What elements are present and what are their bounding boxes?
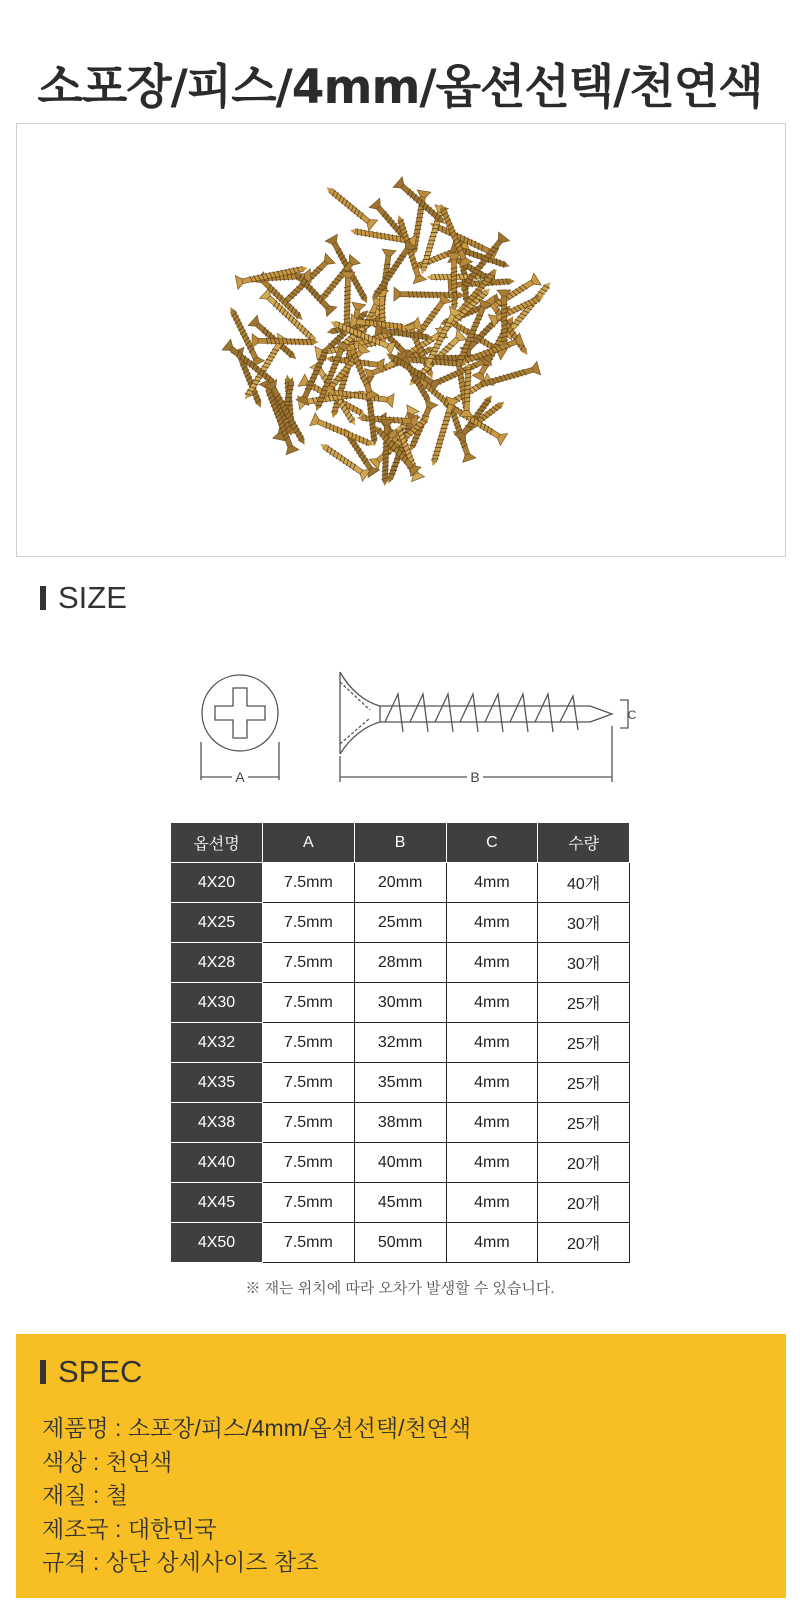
table-row <box>171 1063 630 1103</box>
cell-c: 4mm <box>446 863 538 903</box>
cell-option: 4X35 <box>171 1063 263 1103</box>
dimension-label-a: A <box>235 769 245 785</box>
header-option: 옵션명 <box>171 823 263 863</box>
dimension-label-c: C <box>627 708 637 722</box>
cell-option: 4X20 <box>171 863 263 903</box>
cell-option: 4X25 <box>171 903 263 943</box>
spec-list <box>42 1412 471 1580</box>
table-row <box>171 1103 630 1143</box>
cell-option: 4X45 <box>171 1183 263 1223</box>
screw-thread <box>385 694 578 732</box>
cell-a: 7.5mm <box>263 1183 355 1223</box>
header-b: B <box>354 823 446 863</box>
phillips-cross-icon <box>215 688 265 738</box>
cell-b: 45mm <box>354 1183 446 1223</box>
cell-c: 4mm <box>446 1143 538 1183</box>
spec-origin: 제조국 : 대한민국 <box>42 1515 217 1542</box>
spec-panel <box>16 1334 786 1598</box>
product-photo <box>16 123 786 557</box>
cell-b: 25mm <box>354 903 446 943</box>
spec-material: 재질 : 철 <box>42 1482 128 1508</box>
cell-option: 4X30 <box>171 983 263 1023</box>
cell-a: 7.5mm <box>263 1143 355 1183</box>
cell-b: 20mm <box>354 863 446 903</box>
cell-b: 30mm <box>354 983 446 1023</box>
cell-option: 4X32 <box>171 1023 263 1063</box>
cell-option: 4X38 <box>171 1103 263 1143</box>
dimension-label-b: B <box>470 769 480 785</box>
cell-quantity: 40개 <box>538 863 630 903</box>
table-row <box>171 903 630 943</box>
spec-section-heading <box>40 1354 142 1390</box>
cell-c: 4mm <box>446 1223 538 1263</box>
spec-color: 색상 : 천연색 <box>42 1448 173 1475</box>
screw-shape <box>322 182 378 231</box>
cell-a: 7.5mm <box>263 1063 355 1103</box>
header-a: A <box>263 823 355 863</box>
spec-standard: 규격 : 상단 상세사이즈 참조 <box>42 1549 319 1575</box>
cell-a: 7.5mm <box>263 1223 355 1263</box>
cell-c: 4mm <box>446 943 538 983</box>
cell-quantity: 25개 <box>538 1023 630 1063</box>
cell-a: 7.5mm <box>263 863 355 903</box>
cell-c: 4mm <box>446 1023 538 1063</box>
cell-c: 4mm <box>446 1183 538 1223</box>
cell-b: 32mm <box>354 1023 446 1063</box>
cell-c: 4mm <box>446 1103 538 1143</box>
cell-quantity: 30개 <box>538 943 630 983</box>
heading-bar <box>40 1360 46 1384</box>
screw-dimension-diagram <box>0 660 800 800</box>
page-title: 소포장/피스/4mm/옵션선택/천연색 <box>37 60 763 115</box>
table-row <box>171 983 630 1023</box>
table-row <box>171 1183 630 1223</box>
cell-quantity: 25개 <box>538 1063 630 1103</box>
cell-b: 28mm <box>354 943 446 983</box>
cell-option: 4X40 <box>171 1143 263 1183</box>
cell-option: 4X50 <box>171 1223 263 1263</box>
cell-b: 50mm <box>354 1223 446 1263</box>
screw-shape <box>411 371 466 421</box>
cell-quantity: 25개 <box>538 983 630 1023</box>
table-row <box>171 1223 630 1263</box>
screw-head-circle <box>202 675 278 751</box>
cell-c: 4mm <box>446 903 538 943</box>
screw-shape <box>231 347 267 410</box>
size-section-heading <box>40 580 127 616</box>
cell-a: 7.5mm <box>263 943 355 983</box>
screw-pile-image <box>17 124 786 557</box>
measurement-note: ※ 재는 위치에 따라 오차가 발생할 수 있습니다. <box>245 1280 555 1297</box>
cell-quantity: 30개 <box>538 903 630 943</box>
cell-quantity: 20개 <box>538 1223 630 1263</box>
size-heading-label: SIZE <box>58 580 127 615</box>
table-row <box>171 1143 630 1183</box>
cell-option: 4X28 <box>171 943 263 983</box>
cell-a: 7.5mm <box>263 903 355 943</box>
cell-b: 40mm <box>354 1143 446 1183</box>
spec-heading-label: SPEC <box>58 1354 143 1389</box>
cell-a: 7.5mm <box>263 983 355 1023</box>
table-row <box>171 863 630 903</box>
cell-a: 7.5mm <box>263 1023 355 1063</box>
table-row <box>171 943 630 983</box>
heading-bar <box>40 586 46 610</box>
spec-product-name: 제품명 : 소포장/피스/4mm/옵션선택/천연색 <box>42 1415 472 1441</box>
header-c: C <box>446 823 538 863</box>
screw-shape <box>360 376 382 446</box>
cell-a: 7.5mm <box>263 1103 355 1143</box>
cell-quantity: 25개 <box>538 1103 630 1143</box>
cell-b: 35mm <box>354 1063 446 1103</box>
cell-quantity: 20개 <box>538 1183 630 1223</box>
size-table-header-row <box>171 823 630 863</box>
size-table <box>170 822 630 1263</box>
cell-c: 4mm <box>446 983 538 1023</box>
cell-quantity: 20개 <box>538 1143 630 1183</box>
table-row <box>171 1023 630 1063</box>
header-quantity: 수량 <box>538 823 630 863</box>
cell-b: 38mm <box>354 1103 446 1143</box>
cell-c: 4mm <box>446 1063 538 1103</box>
